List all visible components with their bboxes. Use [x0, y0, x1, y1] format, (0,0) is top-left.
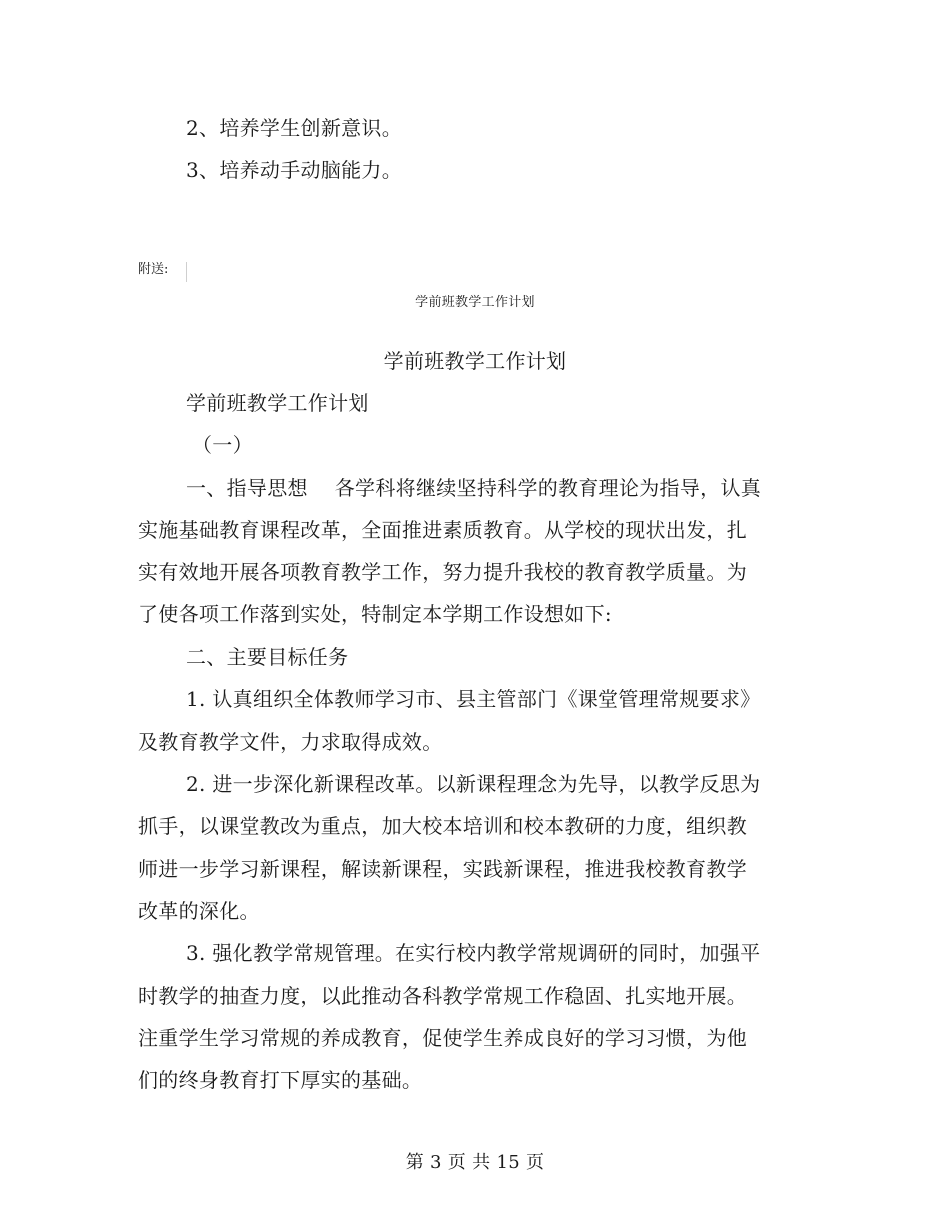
paragraph-line: 1. 认真组织全体教师学习市、县主管部门《课堂管理常规要求》	[186, 687, 761, 711]
list-item-3: 3、培养动手动脑能力。	[186, 158, 403, 182]
paragraph-line: 师进一步学习新课程，解读新课程，实践新课程，推进我校教育教学	[138, 857, 747, 881]
paragraph-line: 一、指导思想 各学科将继续坚持科学的教育理论为指导，认真	[186, 476, 762, 500]
paragraph-line: 们的终身教育打下厚实的基础。	[138, 1068, 423, 1092]
attachment-label: 附送:	[138, 262, 169, 277]
list-item-2: 2、培养学生创新意识。	[186, 116, 403, 140]
paragraph-line: 抓手，以课堂教改为重点，加大校本培训和校本教研的力度，组织教	[138, 814, 747, 838]
page-title: 学前班教学工作计划	[383, 349, 567, 373]
paragraph-line: 3. 强化教学常规管理。在实行校内教学常规调研的同时，加强平	[186, 941, 761, 965]
paragraph-line: 改革的深化。	[138, 899, 260, 923]
paragraph-line: 实有效地开展各项教育教学工作，努力提升我校的教育教学质量。为	[138, 560, 747, 584]
subtitle: 学前班教学工作计划	[186, 391, 369, 415]
running-header: 学前班教学工作计划	[415, 295, 535, 310]
page-footer: 第 3 页 共 15 页	[405, 1152, 545, 1173]
paragraph-line: 实施基础教育课程改革，全面推进素质教育。从学校的现状出发，扎	[138, 518, 747, 542]
section-heading: 二、主要目标任务	[186, 645, 349, 669]
paragraph-line: 时教学的抽查力度，以此推动各科教学常规工作稳固、扎实地开展。	[138, 984, 747, 1008]
paragraph-line: 了使各项工作落到实处，特制定本学期工作设想如下:	[138, 602, 612, 626]
paragraph-line: 及教育教学文件，力求取得成效。	[138, 730, 443, 754]
section-marker: （一）	[192, 433, 253, 457]
paragraph-line: 注重学生学习常规的养成教育，促使学生养成良好的学习习惯，为他	[138, 1026, 747, 1050]
attachment-divider	[186, 262, 187, 282]
paragraph-line: 2. 进一步深化新课程改革。以新课程理念为先导，以教学反思为	[186, 772, 761, 796]
